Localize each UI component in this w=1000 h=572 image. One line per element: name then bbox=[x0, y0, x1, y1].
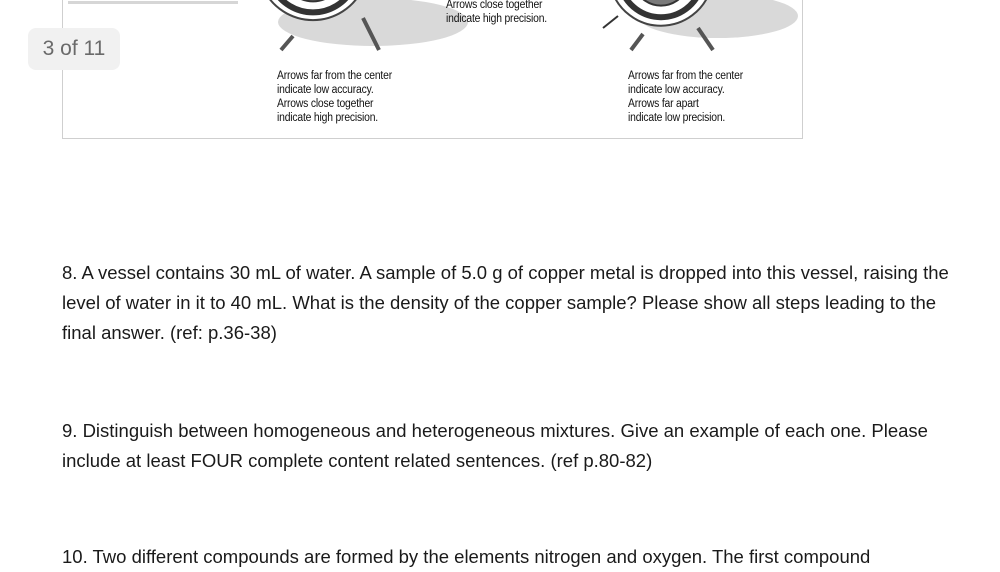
caption-line: Arrows close together bbox=[446, 0, 543, 11]
question-9: 9. Distinguish between homogeneous and heterogeneous mixtures. Give an example of each one. Please include at least FOUR complete content related sentences. (ref p.80-82) bbox=[62, 420, 928, 471]
caption-line: indicate low precision. bbox=[628, 112, 726, 124]
top-caption bbox=[446, 0, 547, 26]
question-8: 8. A vessel contains 30 mL of water. A sample of 5.0 g of copper metal is dropped into this vessel, raising the level of water in it to 40 mL. What is the density of the copper sample? Please show all steps leading to the final answer. (ref: p.36-38) bbox=[62, 262, 949, 343]
caption-line: indicate high precision. bbox=[277, 112, 378, 124]
accuracy-precision-figure bbox=[62, 0, 803, 139]
page-counter: 3 of 11 bbox=[28, 28, 120, 70]
caption-line: indicate low accuracy. bbox=[277, 84, 374, 96]
caption-line: indicate high precision. bbox=[446, 13, 547, 25]
caption-line: indicate low accuracy. bbox=[628, 84, 725, 96]
faded-header-text: ▬▬▬▬▬▬▬▬▬▬▬▬▬▬▬▬▬ bbox=[68, 0, 238, 7]
right-target-image bbox=[603, 0, 798, 50]
caption-line: Arrows far from the center bbox=[277, 70, 392, 82]
question-10: 10. Two different compounds are formed by the elements nitrogen and oxygen. The first compound bbox=[62, 546, 871, 567]
caption-line: Arrows far from the center bbox=[628, 70, 743, 82]
caption-line: Arrows close together bbox=[277, 98, 374, 110]
right-caption bbox=[628, 69, 743, 125]
left-target-image bbox=[263, 0, 468, 50]
left-caption bbox=[277, 69, 392, 125]
caption-line: Arrows far apart bbox=[628, 98, 699, 110]
